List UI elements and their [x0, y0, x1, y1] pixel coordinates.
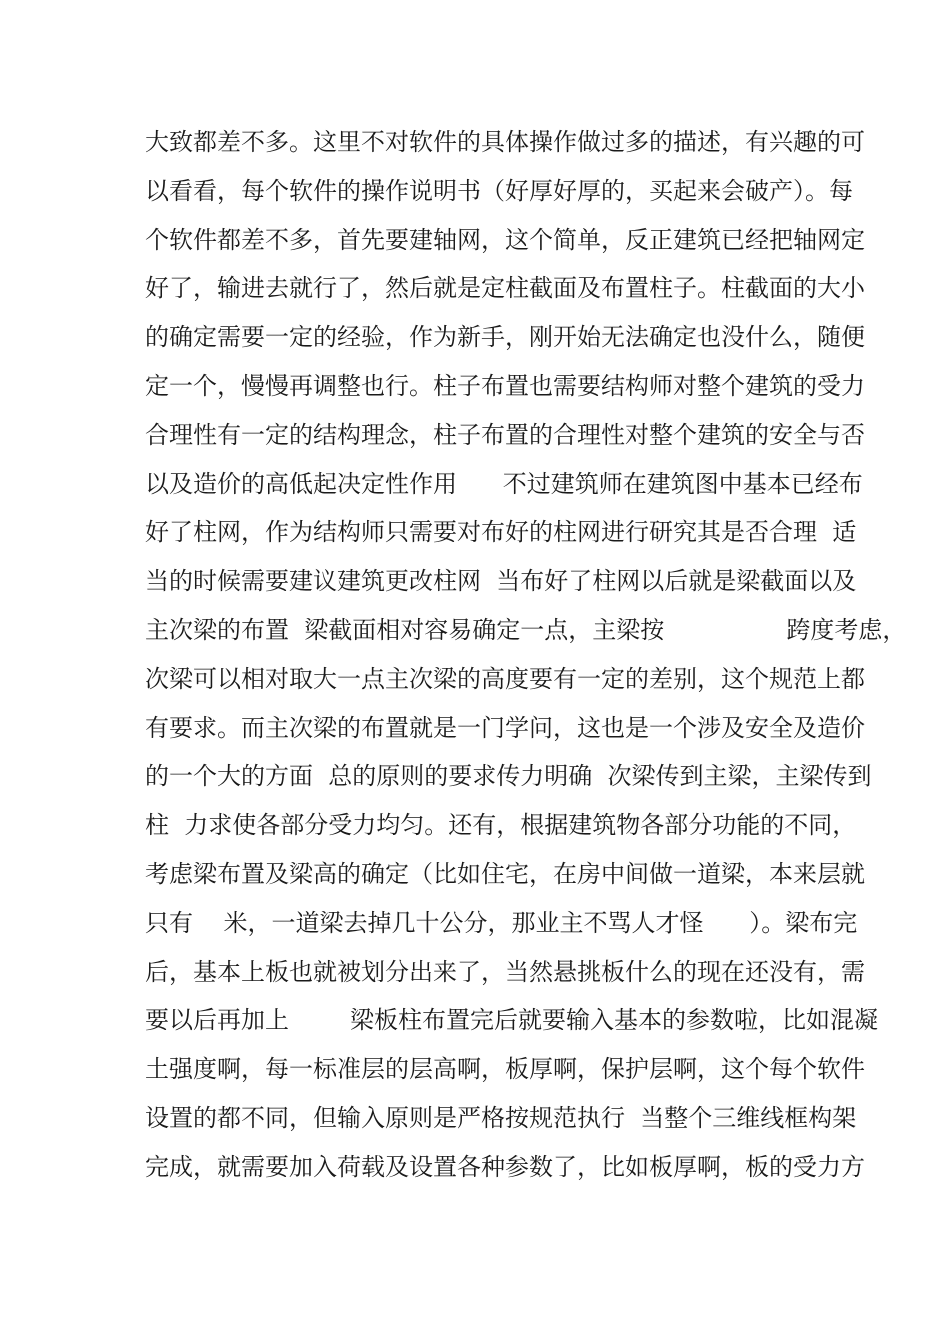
text-line: 柱 力求使各部分受力均匀。还有，根据建筑物各部分功能的不同， — [145, 811, 857, 840]
text-line: 以看看，每个软件的操作说明书（好厚好厚的，买起来会破产）。每 — [145, 176, 853, 205]
text-line: 后，基本上板也就被划分出来了，当然悬挑板什么的现在还没有，需 — [145, 957, 865, 986]
text-line: 主次梁的布置 梁截面相对容易确定一点，主梁按 跨度考虑， — [145, 615, 907, 644]
text-line: 合理性有一定的结构理念，柱子布置的合理性对整个建筑的安全与否 — [145, 420, 865, 449]
body-text — [145, 118, 907, 1192]
text-line: 考虑梁布置及梁高的确定（比如住宅，在房中间做一道梁，本来层就 — [145, 859, 865, 888]
text-line: 有要求。而主次梁的布置就是一门学问，这也是一个涉及安全及造价 — [145, 713, 865, 742]
text-line: 好了，输进去就行了，然后就是定柱截面及布置柱子。柱截面的大小 — [145, 274, 865, 303]
text-line: 当的时候需要建议建筑更改柱网 当布好了柱网以后就是梁截面以及 — [145, 567, 857, 596]
text-line: 土强度啊，每一标准层的层高啊，板厚啊，保护层啊，这个每个软件 — [145, 1055, 865, 1084]
text-line: 个软件都差不多，首先要建轴网，这个简单，反正建筑已经把轴网定 — [145, 225, 865, 254]
text-line: 只有 米，一道梁去掉几十公分，那业主不骂人才怪 ）。梁布完 — [145, 908, 858, 937]
text-line: 以及造价的高低起决定性作用 不过建筑师在建筑图中基本已经布 — [145, 469, 863, 498]
text-line: 次梁可以相对取大一点主次梁的高度要有一定的差别，这个规范上都 — [145, 664, 865, 693]
text-line: 要以后再加上 梁板柱布置完后就要输入基本的参数啦，比如混凝 — [145, 1006, 879, 1035]
text-line: 设置的都不同，但输入原则是严格按规范执行 当整个三维线框构架 — [145, 1103, 857, 1132]
text-line: 的确定需要一定的经验，作为新手，刚开始无法确定也没什么，随便 — [145, 323, 865, 352]
text-line: 的一个大的方面 总的原则的要求传力明确 次梁传到主梁，主梁传到 — [145, 762, 872, 791]
text-line: 完成，就需要加入荷载及设置各种参数了，比如板厚啊，板的受力方 — [145, 1152, 865, 1181]
text-line: 大致都差不多。这里不对软件的具体操作做过多的描述，有兴趣的可 — [145, 128, 865, 156]
text-line: 好了柱网，作为结构师只需要对布好的柱网进行研究其是否合理 适 — [145, 518, 857, 547]
text-line: 定一个，慢慢再调整也行。柱子布置也需要结构师对整个建筑的受力 — [145, 371, 865, 400]
